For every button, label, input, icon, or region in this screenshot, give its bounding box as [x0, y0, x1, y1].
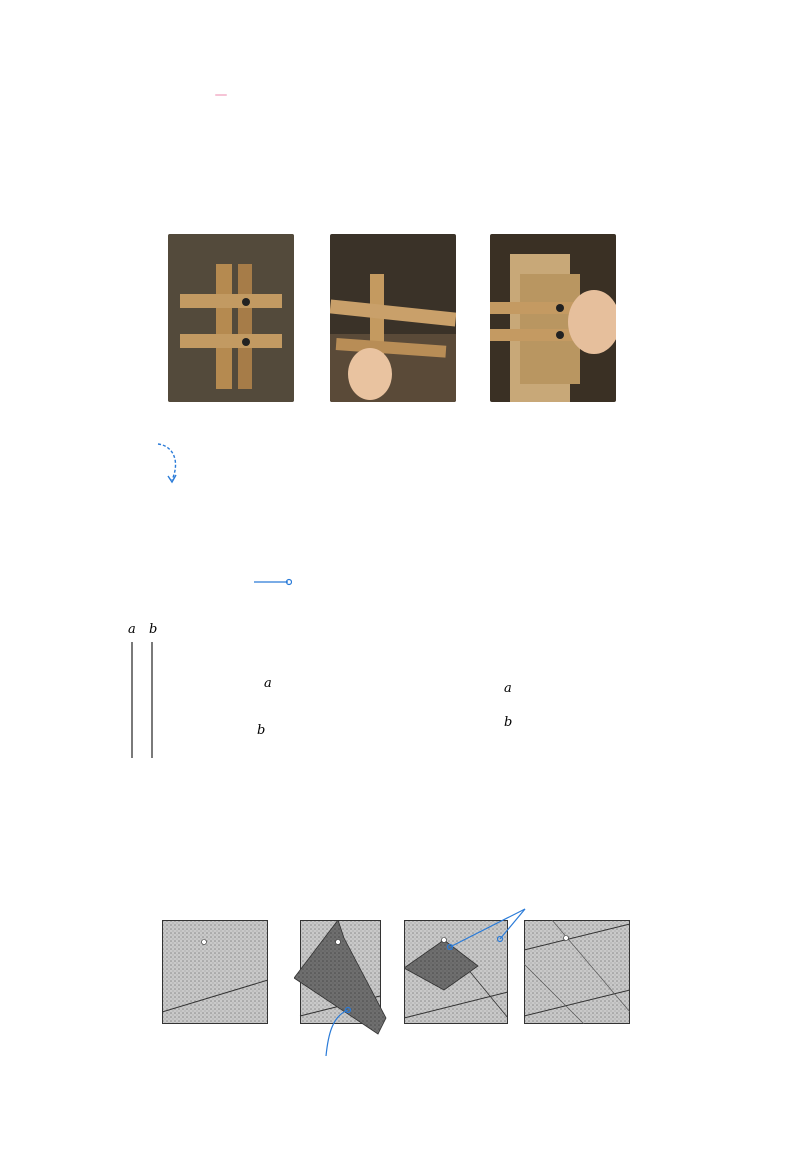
knowledge-link-badge — [215, 94, 227, 96]
q8-fig1-label-a: a — [128, 622, 136, 637]
q8-fig1-label-b: b — [149, 622, 158, 637]
q8-figure-3 — [480, 662, 660, 750]
q8-fig3-label-a: a — [504, 681, 512, 696]
question-7 — [66, 472, 756, 502]
question-9 — [66, 828, 756, 858]
question-8 — [66, 538, 756, 568]
q8-figure-1 — [118, 620, 168, 760]
q8-fig2-label-a: a — [264, 676, 272, 691]
q6-photo-1 — [168, 234, 294, 402]
q9-figure-1 — [162, 920, 268, 1024]
q6-photo-3 — [490, 234, 616, 402]
q6-photo-2 — [330, 234, 456, 402]
q9-figure-4 — [524, 920, 630, 1024]
q8-note-arrow-icon — [252, 576, 292, 588]
q8-fig3-label-b: b — [504, 715, 513, 730]
q8-fig2-label-b: b — [257, 723, 266, 738]
q9-bottom-note-arrow-icon — [318, 1006, 358, 1060]
attention-note — [496, 594, 676, 612]
q8-figure-2 — [230, 662, 430, 752]
q9-note-arrow-icon — [440, 905, 530, 955]
question-6 — [66, 112, 746, 142]
knowledge-link — [215, 84, 233, 100]
